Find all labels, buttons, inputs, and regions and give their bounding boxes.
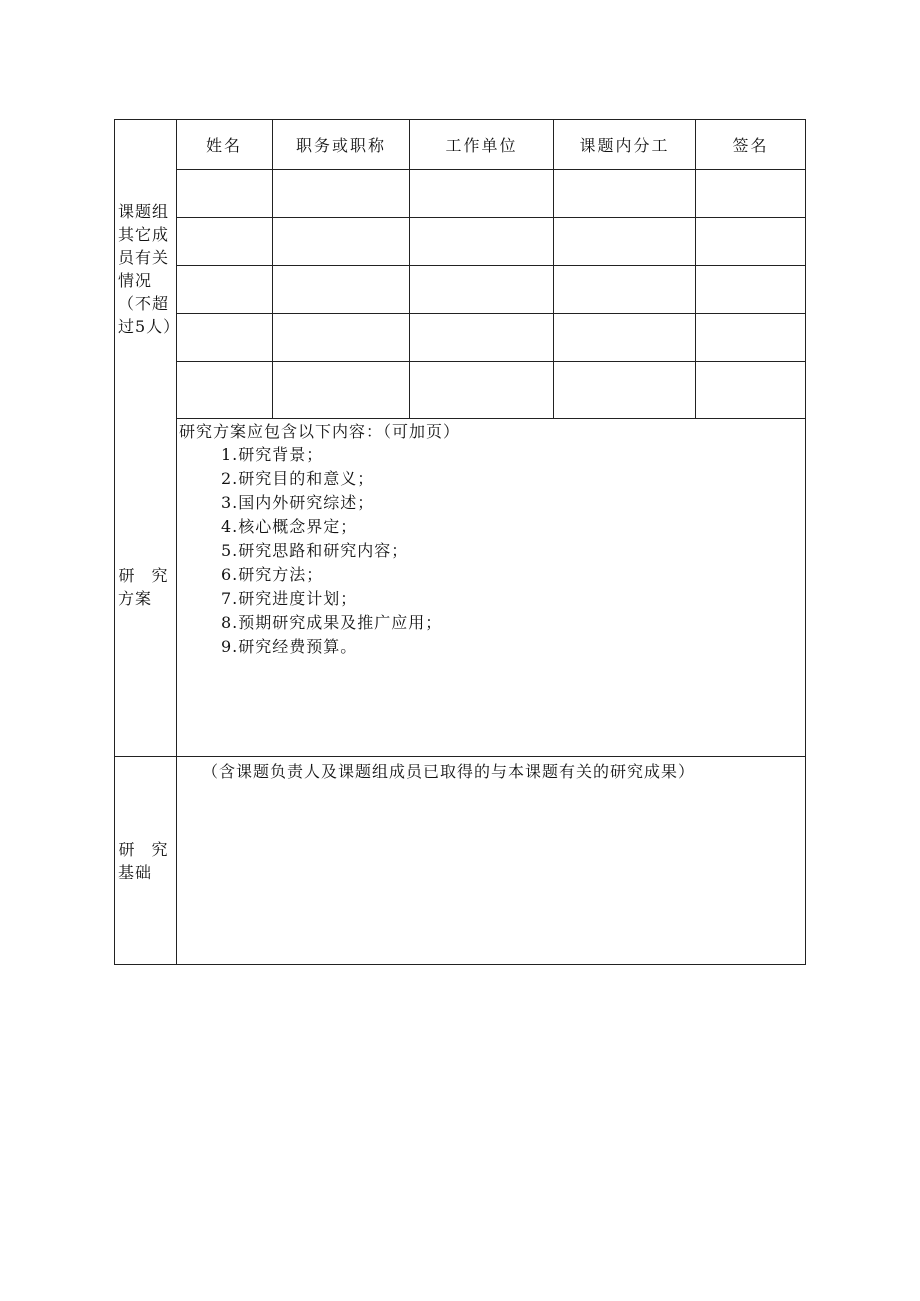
plan-label-cell: [115, 418, 177, 756]
cell-unit[interactable]: [410, 217, 554, 265]
basis-label-line1: 研 究: [118, 840, 174, 859]
cell-name[interactable]: [176, 217, 273, 265]
cell-unit[interactable]: [410, 313, 554, 361]
cell-unit[interactable]: [410, 361, 554, 418]
cell-name[interactable]: [176, 169, 273, 217]
list-item: 8.预期研究成果及推广应用；: [221, 613, 443, 632]
list-item: 3.国内外研究综述；: [221, 493, 375, 512]
plan-label-line1: 研 究: [118, 566, 174, 585]
plan-label: [115, 564, 174, 610]
cell-role[interactable]: [554, 265, 696, 313]
list-item: 2.研究目的和意义；: [221, 469, 375, 488]
plan-items: [221, 443, 442, 659]
plan-content[interactable]: [176, 418, 805, 756]
plan-section: [115, 418, 805, 756]
cell-signature[interactable]: [696, 313, 805, 361]
list-item: 7.研究进度计划；: [221, 589, 358, 608]
table-row: [176, 361, 805, 419]
table-row: [176, 265, 805, 314]
table-row: [176, 313, 805, 362]
cell-title[interactable]: [273, 313, 410, 361]
cell-signature[interactable]: [696, 169, 805, 217]
cell-signature[interactable]: [696, 361, 805, 418]
members-header-row: [176, 120, 805, 170]
table-row: [176, 217, 805, 266]
list-item: 1.研究背景；: [221, 445, 324, 464]
header-unit: 工作单位: [410, 120, 554, 169]
cell-role[interactable]: [554, 169, 696, 217]
cell-name[interactable]: [176, 265, 273, 313]
cell-title[interactable]: [273, 361, 410, 418]
basis-section: [115, 756, 805, 965]
cell-role[interactable]: [554, 361, 696, 418]
list-item: 6.研究方法；: [221, 565, 324, 584]
cell-title[interactable]: [273, 169, 410, 217]
cell-title[interactable]: [273, 265, 410, 313]
table-row: [176, 169, 805, 218]
plan-label-line2: 方案: [118, 589, 153, 608]
members-label-cell: [115, 120, 181, 418]
basis-label: [115, 838, 174, 884]
list-item: 5.研究思路和研究内容；: [221, 541, 409, 560]
cell-title[interactable]: [273, 217, 410, 265]
header-name: 姓名: [176, 120, 273, 169]
basis-label-cell: [115, 757, 177, 965]
cell-name[interactable]: [176, 313, 273, 361]
cell-name[interactable]: [176, 361, 273, 418]
list-item: 9.研究经费预算。: [221, 637, 358, 656]
cell-unit[interactable]: [410, 265, 554, 313]
header-role: 课题内分工: [554, 120, 696, 169]
list-item: 4.核心概念界定；: [221, 517, 358, 536]
application-form-table: [114, 119, 806, 965]
basis-content[interactable]: [176, 757, 805, 965]
cell-signature[interactable]: [696, 217, 805, 265]
cell-role[interactable]: [554, 313, 696, 361]
plan-intro: 研究方案应包含以下内容：（可加页）: [179, 422, 461, 441]
header-title: 职务或职称: [273, 120, 410, 169]
cell-role[interactable]: [554, 217, 696, 265]
members-label: 课题组其它成员有关情况（不超过5人）: [118, 202, 181, 336]
members-section: [115, 120, 805, 418]
cell-unit[interactable]: [410, 169, 554, 217]
header-signature: 签名: [732, 136, 769, 155]
basis-label-line2: 基础: [118, 863, 153, 882]
cell-signature[interactable]: [696, 265, 805, 313]
basis-note: （含课题负责人及课题组成员已取得的与本课题有关的研究成果）: [202, 762, 696, 781]
